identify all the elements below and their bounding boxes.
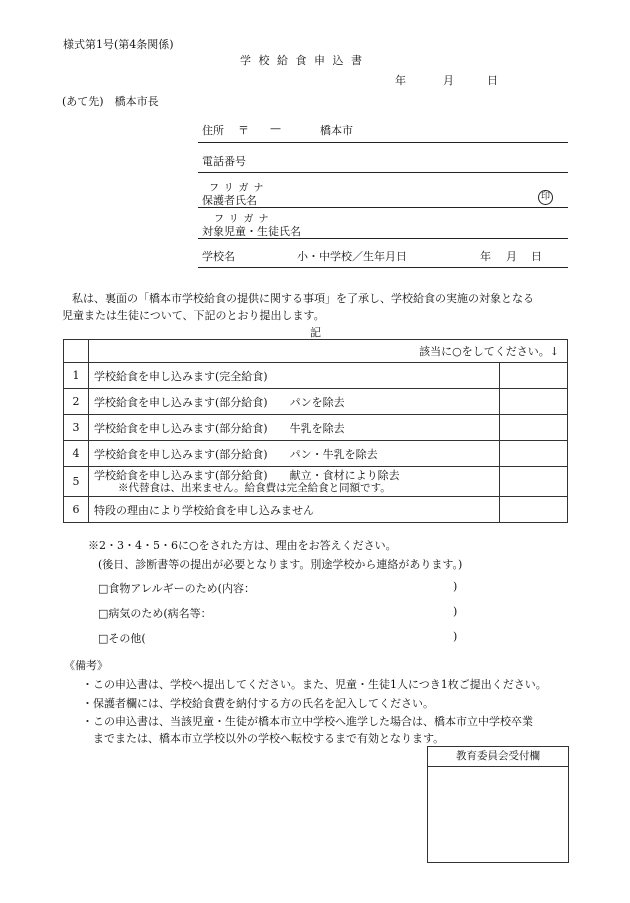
school-type: 小・中学校／生年月日 xyxy=(297,250,407,263)
phone-line xyxy=(198,172,568,173)
statement-line-1: 私は、裏面の「橋本市学校給食の提供に関する事項」を了承し、学校給食の実施の対象となる xyxy=(72,292,534,305)
option-number: 5 xyxy=(64,467,89,497)
option-row-4 xyxy=(64,441,568,467)
option-text: 学校給食を申し込みます(部分給食) xyxy=(94,421,268,435)
option-text: 学校給食を申し込みます(部分給食) xyxy=(94,395,268,409)
reason-other-close: ) xyxy=(453,630,458,643)
option-row-2 xyxy=(64,389,568,415)
address-label: 住所 xyxy=(202,124,224,137)
statement-line-2: 児童または生徒について、下記のとおり提出します。 xyxy=(62,309,325,322)
birth-year: 年 xyxy=(480,250,491,263)
remark-3: ・この申込書は、当該児童・生徒が橋本市立中学校へ進学した場合は、橋本市立中学校卒業 xyxy=(82,715,533,728)
school-label: 学校名 xyxy=(202,250,235,263)
student-furigana: フリガナ xyxy=(214,214,274,225)
reason-note-1: ※2・3・4・5・6に○をされた方は、理由をお答えください。 xyxy=(88,539,397,552)
option-row-1 xyxy=(64,363,568,389)
date-month: 月 xyxy=(443,74,454,87)
receipt-title: 教育委員会受付欄 xyxy=(428,747,568,767)
options-header-row xyxy=(64,340,568,363)
option-text: 学校給食を申し込みます(部分給食) xyxy=(94,447,268,461)
option-note: ※代替食は、出来ません。給食費は完全給食と同額です。 xyxy=(118,481,391,494)
date-day: 日 xyxy=(487,74,498,87)
option-check-cell-3[interactable] xyxy=(500,415,568,441)
student-line xyxy=(198,238,568,239)
school-line xyxy=(198,267,568,268)
option-text: 学校給食を申し込みます(完全給食) xyxy=(94,369,268,383)
form-number: 様式第1号(第4条関係) xyxy=(63,38,174,51)
remark-2: ・保護者欄には、学校給食費を納付する方の氏名を記入してください。 xyxy=(82,697,434,710)
option-number: 1 xyxy=(64,363,89,389)
city-name: 橋本市 xyxy=(320,124,353,137)
option-check-cell-6[interactable] xyxy=(500,497,568,523)
option-row-6 xyxy=(64,497,568,523)
options-table xyxy=(63,339,568,523)
guardian-label: 保護者氏名 xyxy=(202,194,257,207)
ki-label: 記 xyxy=(310,326,321,339)
option-check-cell-1[interactable] xyxy=(500,363,568,389)
reason-illness[interactable]: □病気のため(病名等： xyxy=(98,607,212,620)
form-title: 学 校 給 食 申 込 書 xyxy=(240,54,364,67)
option-detail: パン・牛乳を除去 xyxy=(289,447,378,461)
postal-dash: — xyxy=(270,122,281,135)
options-header: 該当に○をしてください。↓ xyxy=(89,340,568,363)
option-check-cell-4[interactable] xyxy=(500,441,568,467)
birth-day: 日 xyxy=(531,250,542,263)
remark-1: ・この申込書は、学校へ提出してください。また、児童・生徒1人につき1枚ご提出ください。 xyxy=(82,678,547,691)
option-detail: 牛乳を除去 xyxy=(289,421,345,435)
student-label: 対象児童・生徒氏名 xyxy=(202,225,301,238)
phone-label: 電話番号 xyxy=(202,155,246,168)
addressee: (あて先) 橋本市長 xyxy=(62,95,159,108)
date-year: 年 xyxy=(395,74,406,87)
receipt-box xyxy=(427,746,569,863)
seal-mark: 印 xyxy=(538,190,553,205)
option-check-cell-5[interactable] xyxy=(500,467,568,497)
address-line xyxy=(198,142,568,143)
reason-allergy-close: ) xyxy=(453,580,458,593)
reason-note-2: (後日、診断書等の提出が必要となります。別途学校から連絡があります。) xyxy=(98,558,463,571)
reason-other[interactable]: □その他( xyxy=(98,632,146,645)
option-text: 特段の理由により学校給食を申し込みません xyxy=(94,503,314,517)
reason-allergy[interactable]: □食物アレルギーのため(内容： xyxy=(98,582,255,595)
birth-month: 月 xyxy=(506,250,517,263)
option-check-cell-2[interactable] xyxy=(500,389,568,415)
option-detail: パンを除去 xyxy=(289,395,345,409)
remark-4: までまたは、橋本市立学校以外の学校へ転校するまで有効となります。 xyxy=(82,732,445,745)
option-detail: 献立・食材により除去 xyxy=(289,468,400,482)
remarks-title: 《備考》 xyxy=(64,659,108,672)
guardian-line xyxy=(198,207,568,208)
option-row-5 xyxy=(64,467,568,497)
option-row-3 xyxy=(64,415,568,441)
option-number: 2 xyxy=(64,389,89,415)
option-number: 4 xyxy=(64,441,89,467)
guardian-furigana: フリガナ xyxy=(209,183,269,194)
postal-mark: 〒 xyxy=(238,124,249,137)
option-text: 学校給食を申し込みます(部分給食) xyxy=(94,468,268,482)
reason-illness-close: ) xyxy=(453,605,458,618)
option-number: 3 xyxy=(64,415,89,441)
option-number: 6 xyxy=(64,497,89,523)
